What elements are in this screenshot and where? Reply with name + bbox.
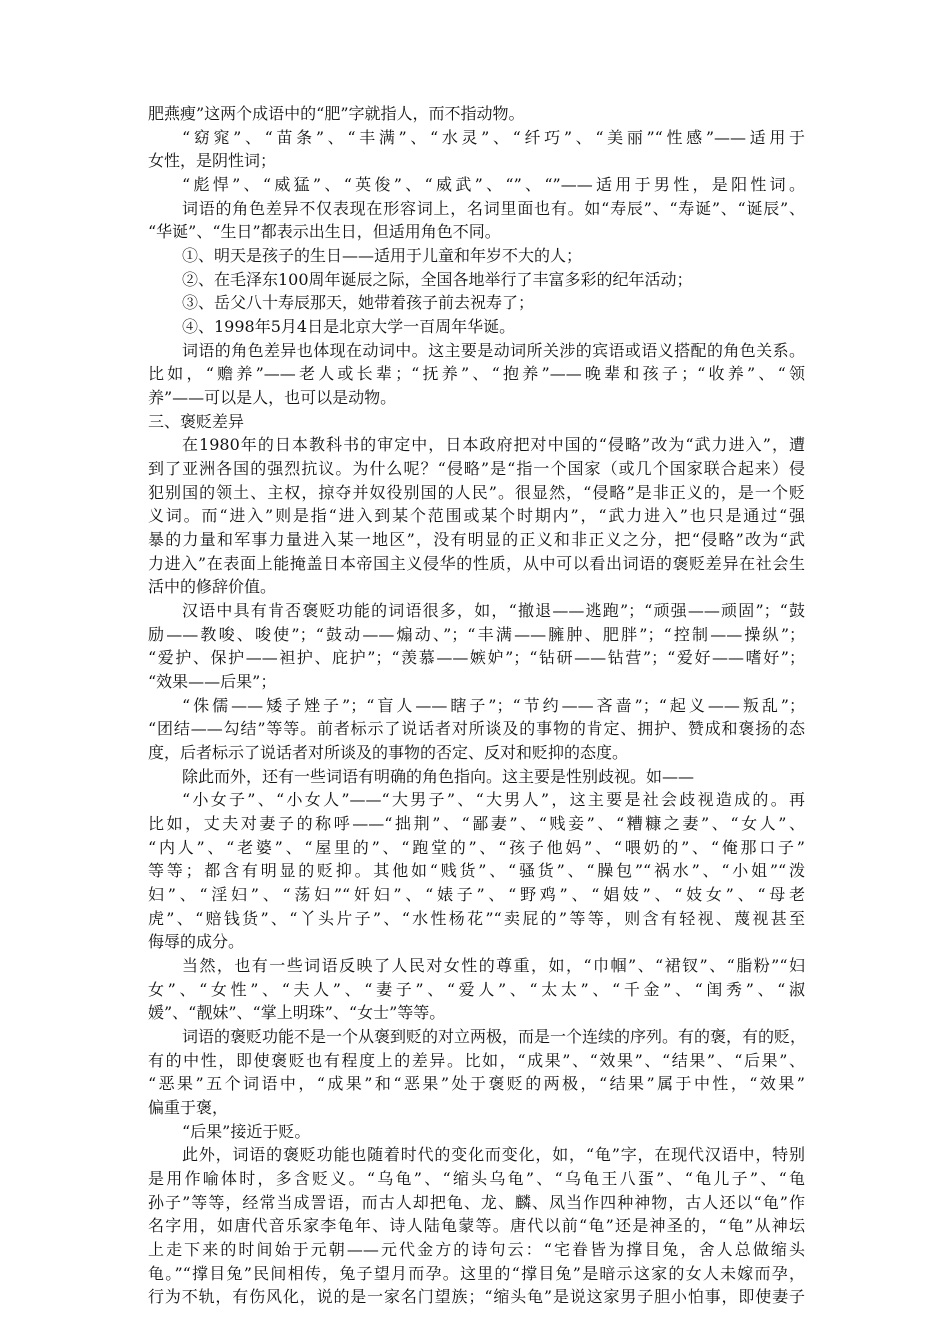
text-line: 行为不轨，有伤风化，说的是一家名门望族；“缩头龟”是说这家男子胆小怕事，即使妻子: [148, 1287, 805, 1306]
text-line: 活中的修辞价值。: [148, 577, 277, 596]
text-line: 侮辱的成分。: [148, 932, 245, 951]
text-line: 暴的力量和军事力量进入某一地区”，没有明显的正义和非正义之分，把“侵略”改为“武: [148, 530, 805, 549]
text-line: 有的中性，即使褒贬也有程度上的差异。比如，“成果”、“效果”、“结果”、“后果”、: [148, 1051, 805, 1070]
text-line: “爱护、保护——袒护、庇护”；“羡慕——嫉妒”；“钻研——钻营”；“爱好——嗜好”；: [148, 648, 805, 667]
text-line: “团结——勾结”等等。前者标示了说话者对所谈及的事物的肯定、拥护、赞成和褒扬的态: [148, 719, 805, 738]
text-line: “侏儒——矮子矬子”；“盲人——瞎子”；“节约——吝啬”；“起义——叛乱”；: [182, 696, 805, 715]
text-line: 义词。而“进入”则是指“进入到某个范围或某个时期内”，“武力进入”也只是通过“强: [148, 506, 805, 525]
text-line: “恶果”五个词语中，“成果”和“恶果”处于褒贬的两极，“结果”属于中性，“效果”: [148, 1074, 805, 1093]
text-line: 当然，也有一些词语反映了人民对女性的尊重，如，“巾帼”、“裙钗”、“脂粉”“妇: [182, 956, 805, 975]
text-line: 此外，词语的褒贬功能也随着时代的变化而变化，如，“龟”字，在现代汉语中，特别: [182, 1145, 805, 1164]
text-line: 女性，是阴性词；: [148, 151, 277, 170]
text-line: 偏重于褒，: [148, 1098, 229, 1117]
text-line: 龟。”“撑目兔”民间相传，兔子望月而孕。这里的“撑目兔”是暗示这家的女人未嫁而孕，: [148, 1264, 805, 1283]
text-line: 名字用，如唐代音乐家李龟年、诗人陆龟蒙等。唐代以前“龟”还是神圣的，“龟”从神坛: [148, 1216, 805, 1235]
text-line: 到了亚洲各国的强烈抗议。为什么呢？“侵略”是“指一个国家（或几个国家联合起来）侵: [148, 459, 805, 478]
text-line: 除此而外，还有一些词语有明确的角色指向。这主要是性别歧视。如——: [182, 767, 695, 786]
text-line: 励——教唆、唆使”；“鼓动——煽动、”；“丰满——臃肿、肥胖”；“控制——操纵”；: [148, 625, 805, 644]
text-line: “后果”接近于贬。: [182, 1122, 311, 1141]
text-line: 词语的角色差异也体现在动词中。这主要是动词所关涉的宾语或语义搭配的角色关系。: [182, 341, 805, 360]
text-line: “效果——后果”；: [148, 672, 277, 691]
text-line: 媛”、“靓妹”、“掌上明珠”、“女士”等等。: [148, 1003, 446, 1022]
text-line: 女”、“女性”、“夫人”、“妻子”、“爱人”、“太太”、“千金”、“闺秀”、“淑: [148, 980, 805, 999]
text-line: 是用作喻体时，多含贬义。“乌龟”、“缩头乌龟”、“乌龟王八蛋”、“龟儿子”、“龟: [148, 1169, 805, 1188]
text-line: “窈窕”、“苗条”、“丰满”、“水灵”、“纤巧”、“美丽”“性感”——适用于: [182, 128, 805, 147]
text-line: 犯别国的领土、主权，掠夺并奴役别国的人民”。很显然，“侵略”是非正义的，是一个贬: [148, 483, 805, 502]
text-line: 度，后者标示了说话者对所谈及的事物的否定、反对和贬抑的态度。: [148, 743, 629, 762]
text-line: 比如，“赡养”——老人或长辈；“抚养”、“抱养”——晚辈和孩子；“收养”、“领: [148, 364, 805, 383]
text-line: “华诞”、“生日”都表示出生日，但适用角色不同。: [148, 222, 501, 241]
text-line: 孙子”等等，经常当成詈语，而古人却把龟、龙、麟、凤当作四种神物，古人还以“龟”作: [148, 1193, 805, 1212]
text-line: “小女子”、“小女人”——“大男子”、“大男人”，这主要是社会歧视造成的。再: [182, 790, 805, 809]
text-line: “内人”、“老婆”、“屋里的”、“跑堂的”、“孩子他妈”、“喂奶的”、“俺那口子”: [148, 838, 805, 857]
text-line: “彪悍”、“威猛”、“英俊”、“威武”、“”、“”——适用于男性，是阳性词。: [182, 175, 805, 194]
text-line: ④、1998年5月4日是北京大学一百周年华诞。: [182, 317, 516, 336]
text-line: 词语的褒贬功能不是一个从褒到贬的对立两极，而是一个连续的序列。有的褒，有的贬，: [182, 1027, 807, 1046]
text-line: 妇”、“淫妇”、“荡妇”“奸妇”、“婊子”、“野鸡”、“娼妓”、“妓女”、“母老: [148, 885, 805, 904]
text-line: ①、明天是孩子的生日——适用于儿童和年岁不大的人；: [182, 246, 583, 265]
text-line: 虎”、“赔钱货”、“丫头片子”、“水性杨花”“卖屁的”等等，则含有轻视、蔑视甚至: [148, 909, 805, 928]
text-line: ③、岳父八十寿辰那天，她带着孩子前去祝寿了；: [182, 293, 535, 312]
text-line: 在1980年的日本教科书的审定中，日本政府把对中国的“侵略”改为“武力进入”，遭: [182, 435, 805, 454]
text-line: 上走下来的时间始于元朝——元代金方的诗句云：“宅眷皆为撑目兔，舍人总做缩头: [148, 1240, 805, 1259]
text-line: ②、在毛泽东100周年诞辰之际，全国各地举行了丰富多彩的纪年活动；: [182, 270, 693, 289]
text-line: 力进入”在表面上能掩盖日本帝国主义侵华的性质，从中可以看出词语的褒贬差异在社会生: [148, 554, 805, 573]
text-line: 等等；都含有明显的贬抑。其他如“贱货”、“骚货”、“臊包”“祸水”、“小姐”“泼: [148, 861, 805, 880]
text-line: 比如，丈夫对妻子的称呼——“拙荆”、“鄙妻”、“贱妾”、“糟糠之妻”、“女人”、: [148, 814, 805, 833]
text-line: 三、褒贬差异: [148, 412, 245, 431]
text-line: 词语的角色差异不仅表现在形容词上，名词里面也有。如“寿辰”、“寿诞”、“诞辰”、: [182, 199, 805, 218]
text-line: 肥燕瘦”这两个成语中的“肥”字就指人，而不指动物。: [148, 104, 525, 123]
text-line: 汉语中具有肯否褒贬功能的词语很多，如，“撤退——逃跑”；“顽强——顽固”；“鼓: [182, 601, 805, 620]
text-line: 养”——可以是人，也可以是动物。: [148, 388, 397, 407]
